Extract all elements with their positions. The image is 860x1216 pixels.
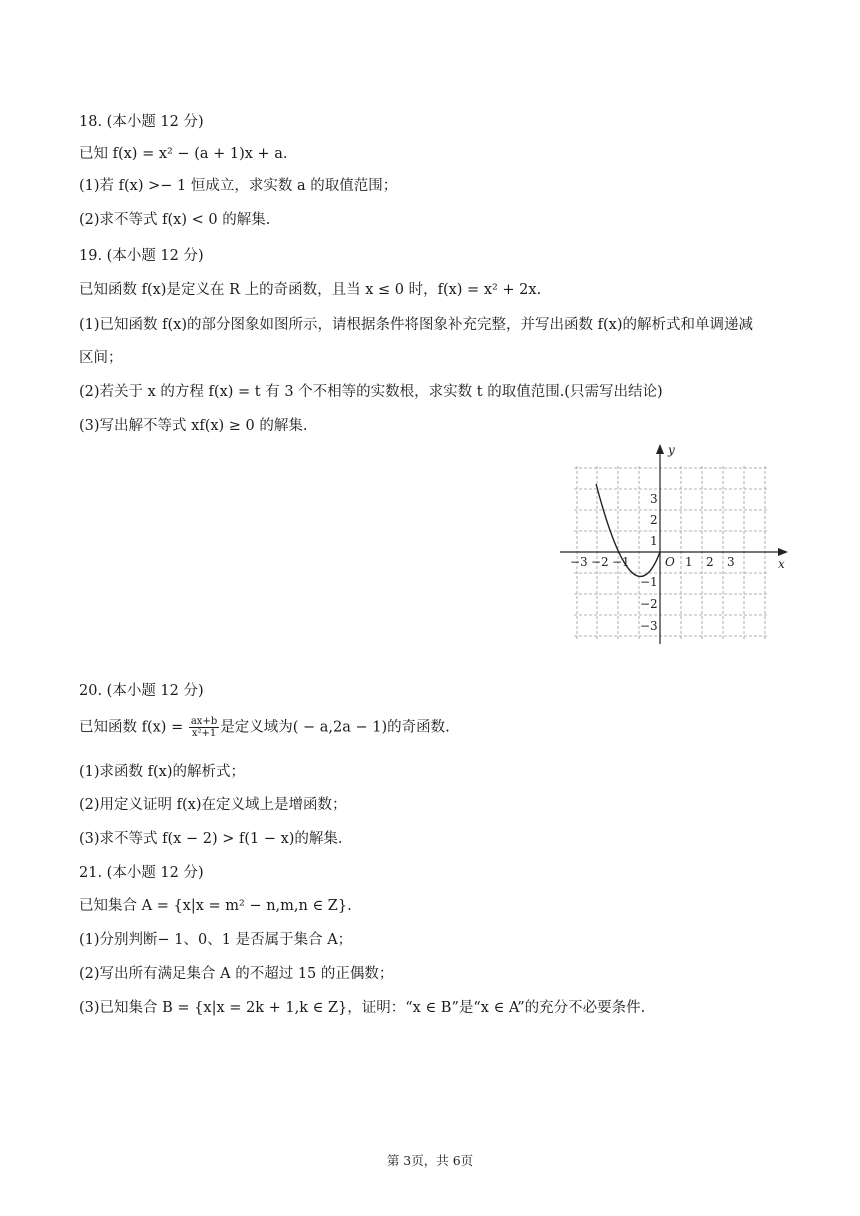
q21-part2: (2)写出所有满足集合 A 的不超过 15 的正偶数； [79, 966, 394, 982]
x-tick-neg2: −2 [591, 555, 609, 569]
q19-graph-figure [556, 440, 792, 646]
q19-stem: 已知函数 f(x)是定义在 R 上的奇函数，且当 x ≤ 0 时，f(x) = x² + 2x. [79, 282, 542, 298]
q18-header: 18. (本小题 12 分) [79, 114, 204, 130]
y-tick-neg1: −1 [640, 575, 658, 589]
y-axis-arrow [656, 444, 664, 454]
x-axis-label: x [778, 557, 785, 571]
q20-fraction-denominator: x²+1 [191, 728, 217, 739]
y-tick-1: 1 [650, 534, 658, 548]
q20-part1: (1)求函数 f(x)的解析式； [79, 764, 246, 780]
q18-part2: (2)求不等式 f(x) < 0 的解集. [79, 212, 271, 228]
y-axis-label: y [668, 443, 675, 457]
q21-part1: (1)分别判断− 1、0、1 是否属于集合 A； [79, 932, 353, 948]
q20-fraction [189, 716, 219, 739]
y-tick-neg3: −3 [640, 619, 658, 633]
q21-stem: 已知集合 A = {x|x = m² − n,m,n ∈ Z}. [79, 898, 352, 914]
q20-stem-post: 是定义域为( − a,2a − 1)的奇函数. [220, 719, 450, 736]
q19-header: 19. (本小题 12 分) [79, 248, 204, 264]
q21-part3: (3)已知集合 B = {x|x = 2k + 1,k ∈ Z}，证明：“x ∈ B”是“x ∈ A”的充分不必要条件. [79, 1000, 646, 1016]
y-tick-neg2: −2 [640, 597, 658, 611]
q20-part3: (3)求不等式 f(x − 2) > f(1 − x)的解集. [79, 831, 343, 847]
x-axis-arrow [778, 548, 788, 556]
x-tick-neg3: −3 [570, 555, 588, 569]
y-tick-3: 3 [650, 492, 658, 506]
x-tick-3: 3 [727, 555, 735, 569]
q20-stem [79, 716, 450, 739]
q18-part1: (1)若 f(x) >− 1 恒成立，求实数 a 的取值范围； [79, 178, 398, 194]
y-tick-2: 2 [650, 513, 658, 527]
q20-stem-pre: 已知函数 f(x) = [79, 719, 188, 736]
origin-label: O [665, 555, 675, 569]
q19-part1-line1: (1)已知函数 f(x)的部分图象如图所示，请根据条件将图象补充完整，并写出函数 f(x)的解析式和单调递减 [79, 317, 753, 333]
x-tick-1: 1 [685, 555, 693, 569]
q21-header: 21. (本小题 12 分) [79, 865, 204, 881]
q18-stem: 已知 f(x) = x² − (a + 1)x + a. [79, 146, 288, 162]
grid [574, 466, 768, 640]
q20-part2: (2)用定义证明 f(x)在定义域上是增函数； [79, 797, 347, 813]
q19-part2: (2)若关于 x 的方程 f(x) = t 有 3 个不相等的实数根，求实数 t 的取值范围.(只需写出结论) [79, 384, 663, 400]
page-footer: 第 3页，共 6页 [386, 1153, 474, 1168]
x-tick-2: 2 [706, 555, 714, 569]
x-tick-neg1: −1 [612, 555, 630, 569]
q20-header: 20. (本小题 12 分) [79, 683, 204, 699]
q19-part3: (3)写出解不等式 xf(x) ≥ 0 的解集. [79, 418, 308, 434]
q19-graph-svg [556, 440, 792, 646]
q19-part1-line2: 区间； [79, 350, 123, 366]
q20-fraction-numerator: ax+b [190, 716, 218, 727]
